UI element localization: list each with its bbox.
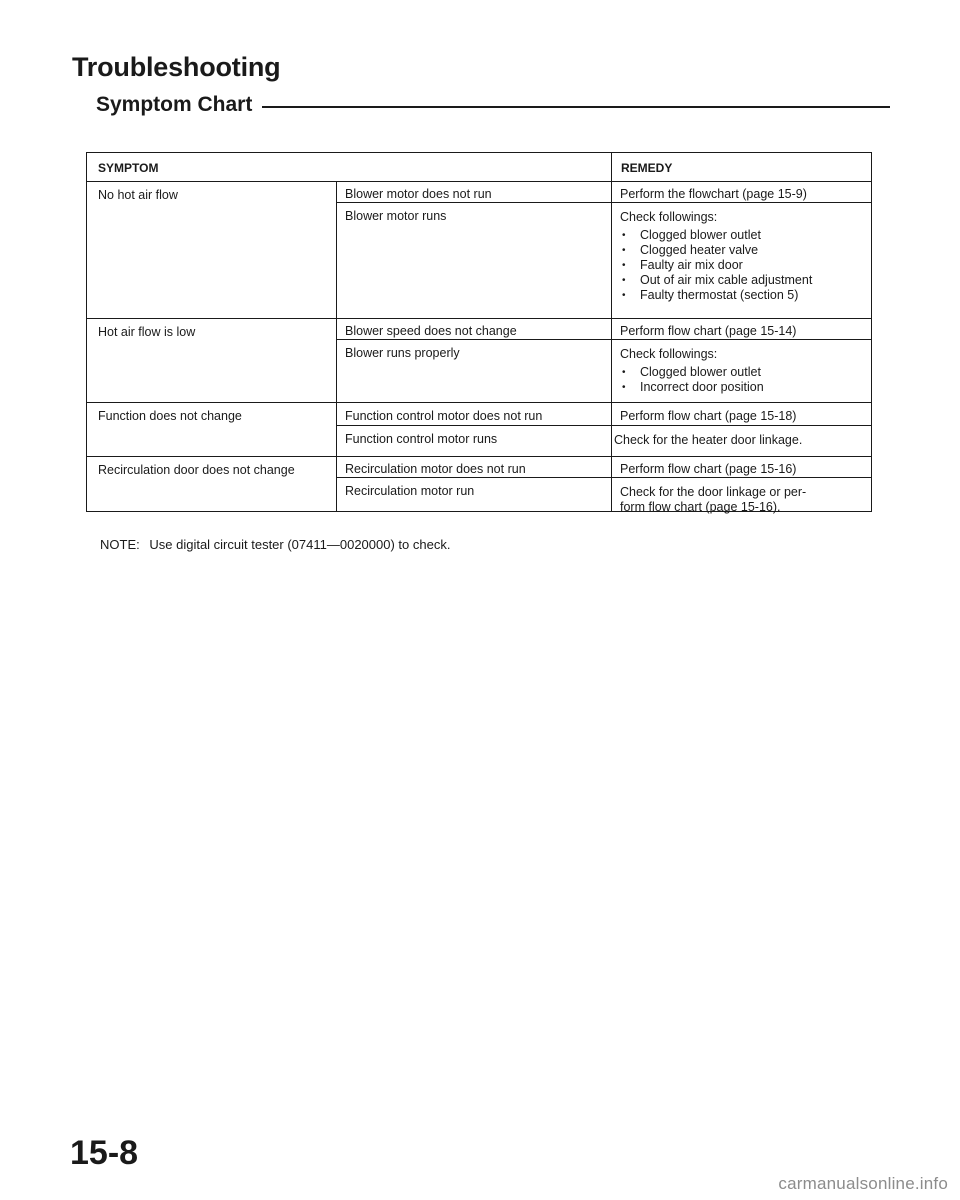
table-row bbox=[336, 403, 871, 426]
note-text: Use digital circuit tester (07411—0020000) to check. bbox=[149, 537, 451, 552]
list-item: • Clogged blower outlet bbox=[620, 228, 863, 243]
note bbox=[100, 537, 450, 552]
symptom-group bbox=[87, 403, 871, 457]
list-item: • Faulty thermostat (section 5) bbox=[620, 288, 863, 303]
cause-cell: Function control motor does not run bbox=[345, 409, 543, 423]
section-rule bbox=[262, 106, 890, 108]
remedy-cell: Perform flow chart (page 15-16) bbox=[620, 462, 797, 476]
chart-header-row bbox=[87, 153, 871, 182]
page-title: Troubleshooting bbox=[72, 52, 281, 82]
symptom-group bbox=[87, 182, 871, 319]
remedy-cell: Perform flow chart (page 15-18) bbox=[620, 409, 797, 423]
table-row bbox=[336, 340, 871, 402]
symptom-column-header: SYMPTOM bbox=[98, 161, 159, 175]
page-number: 15-8 bbox=[70, 1134, 139, 1172]
cause-cell: Blower motor does not run bbox=[345, 187, 492, 201]
table-row bbox=[336, 182, 871, 203]
list-item: • Clogged heater valve bbox=[620, 243, 863, 258]
cause-cell: Function control motor runs bbox=[345, 432, 498, 446]
remedy-intro: Check followings: bbox=[620, 210, 718, 224]
symptom-cell: No hot air flow bbox=[98, 188, 178, 202]
cause-cell: Recirculation motor does not run bbox=[345, 462, 526, 476]
remedy-cell: Perform the flowchart (page 15-9) bbox=[620, 187, 807, 201]
section-header bbox=[96, 90, 890, 120]
cause-cell: Blower motor runs bbox=[345, 209, 447, 223]
symptom-group bbox=[87, 319, 871, 403]
remedy-cell: Perform flow chart (page 15-14) bbox=[620, 324, 797, 338]
list-item: • Out of air mix cable adjustment bbox=[620, 273, 863, 288]
table-row bbox=[336, 319, 871, 340]
table-row bbox=[336, 203, 871, 318]
remedy-line: Check for the door linkage or per- bbox=[620, 485, 807, 499]
remedy-cell bbox=[620, 347, 863, 395]
symptom-cell: Hot air flow is low bbox=[98, 325, 196, 339]
symptom-cell: Function does not change bbox=[98, 409, 242, 423]
note-label: NOTE: bbox=[100, 537, 140, 552]
remedy-cell: Check for the heater door linkage. bbox=[614, 433, 803, 447]
cause-cell: Blower runs properly bbox=[345, 346, 460, 360]
list-item: • Clogged blower outlet bbox=[620, 365, 863, 380]
list-item: • Incorrect door position bbox=[620, 380, 863, 395]
symptom-chart bbox=[86, 152, 872, 512]
list-item: • Faulty air mix door bbox=[620, 258, 863, 273]
remedy-cell bbox=[620, 485, 863, 515]
remedy-intro: Check followings: bbox=[620, 347, 718, 361]
table-row bbox=[336, 457, 871, 478]
cause-cell: Recirculation motor run bbox=[345, 484, 475, 498]
section-title: Symptom Chart bbox=[96, 93, 253, 116]
remedy-column-header: REMEDY bbox=[621, 161, 673, 175]
symptom-cell: Recirculation door does not change bbox=[98, 463, 295, 477]
cause-cell: Blower speed does not change bbox=[345, 324, 517, 338]
remedy-line: form flow chart (page 15-16). bbox=[620, 500, 781, 514]
bullet-list bbox=[620, 228, 863, 303]
bullet-list bbox=[620, 365, 863, 395]
table-row bbox=[336, 426, 871, 456]
watermark: carmanualsonline.info bbox=[778, 1174, 948, 1193]
table-row bbox=[336, 478, 871, 514]
remedy-cell bbox=[620, 210, 863, 303]
column-divider bbox=[611, 153, 612, 181]
symptom-group bbox=[87, 457, 871, 514]
